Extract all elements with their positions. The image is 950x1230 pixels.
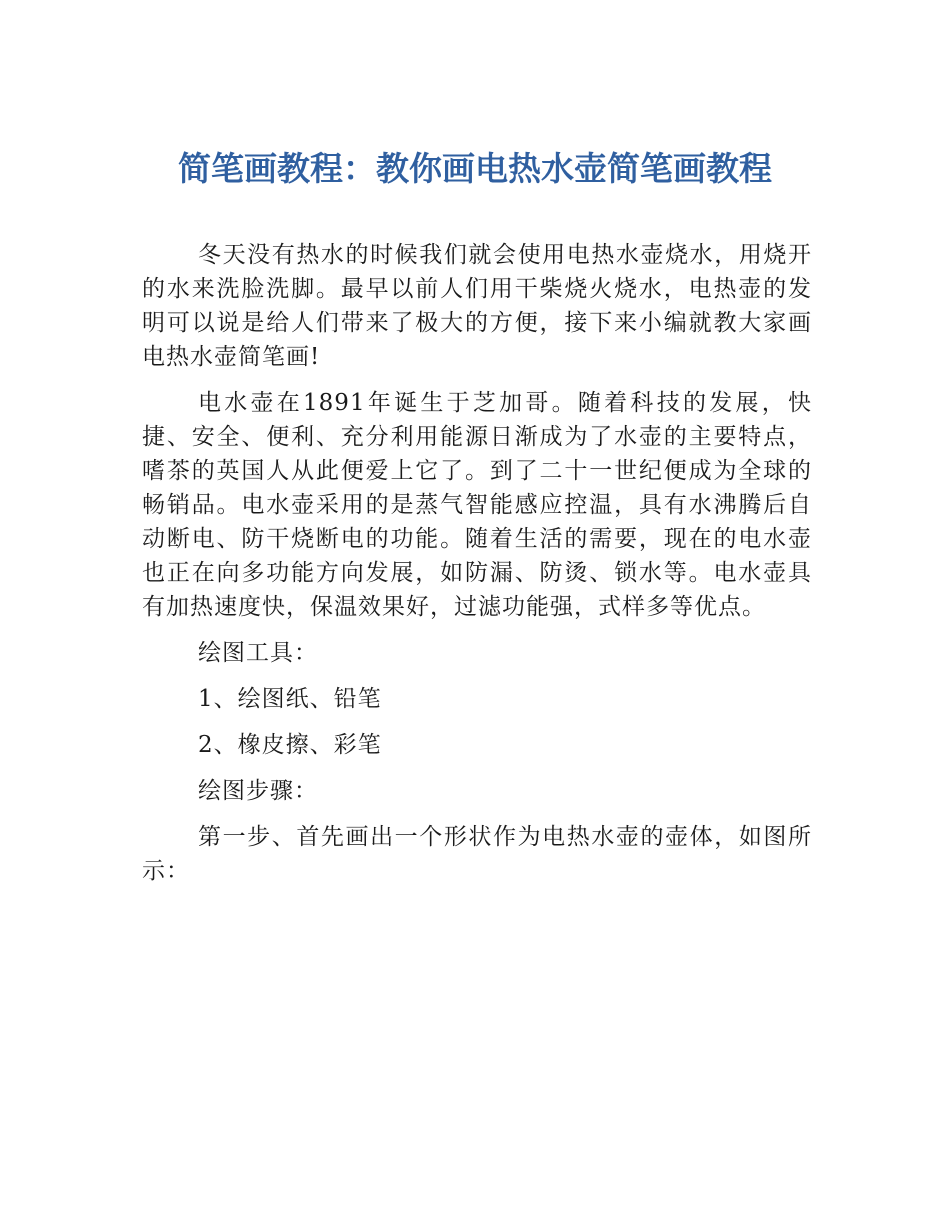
tool-item-1: 1、绘图纸、铅笔 [198,686,382,712]
tool-item-2: 2、橡皮擦、彩笔 [198,732,382,758]
steps-heading: 绘图步骤： [198,778,318,804]
intro-paragraph: 冬天没有热水的时候我们就会使用电热水壶烧水，用烧开的水来洗脸洗脚。最早以前人们用干柴烧火烧水，电热壶的发明可以说是给人们带来了极大的方便，接下来小编就教大家画电热水壶简笔画! [142,242,812,370]
history-paragraph: 电水壶在1891年诞生于芝加哥。随着科技的发展，快捷、安全、便利、充分利用能源日渐成为了水壶的主要特点，嗜茶的英国人从此便爱上它了。到了二十一世纪便成为全球的畅销品。电水壶采用的是蒸气智能感应控温，具有水沸腾后自动断电、防干烧断电的功能。随着生活的需要，现在的电水壶也正在向多功能方向发展，如防漏、防烫、锁水等。电水壶具有加热速度快，保温效果好，过滤功能强，式样多等优点。 [142,390,812,620]
document-title: 简笔画教程：教你画电热水壶简笔画教程 [178,149,772,188]
tools-heading: 绘图工具： [198,640,318,666]
document-body [142,238,812,900]
step-1-paragraph: 第一步、首先画出一个形状作为电热水壶的壶体，如图所示： [142,824,812,884]
